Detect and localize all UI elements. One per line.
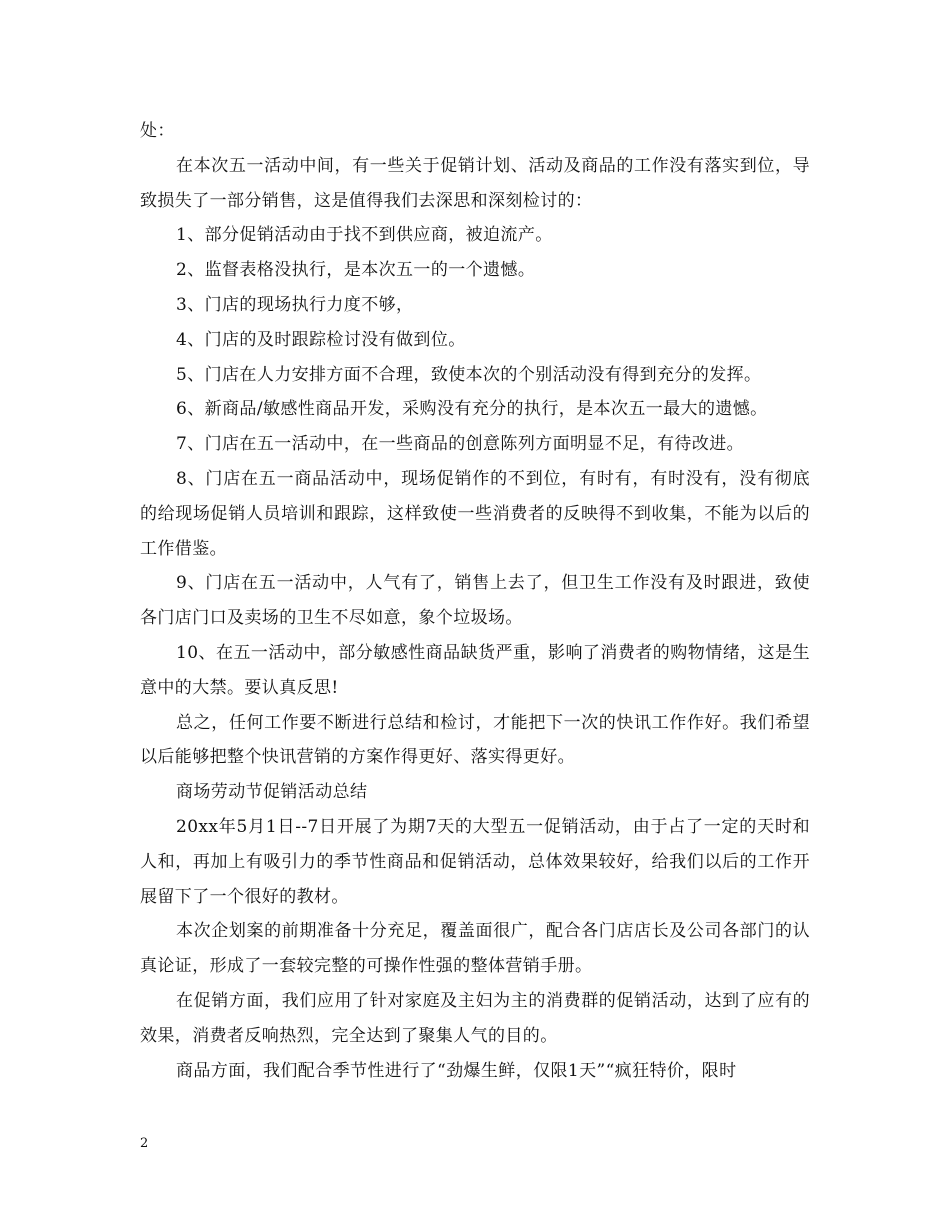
list-item: 9、门店在五一活动中，人气有了，销售上去了，但卫生工作没有及时跟进，致使各门店门口及卖场的卫生不尽如意，象个垃圾场。 [140,573,810,629]
paragraph: 商品方面，我们配合季节性进行了“劲爆生鲜，仅限1天”“疯狂特价，限时 [176,1060,737,1081]
list-item: 10、在五一活动中，部分敏感性商品缺货严重，影响了消费者的购物情绪，这是生意中的大禁。要认真反思! [140,642,810,698]
list-item: 7、门店在五一活动中，在一些商品的创意陈列方面明显不足，有待改进。 [176,434,745,455]
paragraph: 总之，任何工作要不断进行总结和检讨，才能把下一次的快讯工作作好。我们希望以后能够把整个快讯营销的方案作得更好、落实得更好。 [140,712,810,768]
list-item: 4、门店的及时跟踪检讨没有做到位。 [176,329,466,350]
paragraph: 在促销方面，我们应用了针对家庭及主妇为主的消费群的促销活动，达到了应有的效果，消费者反响热烈，完全达到了聚集人气的目的。 [140,990,810,1046]
list-item: 3、门店的现场执行力度不够， [176,294,414,315]
document-body [140,114,810,1088]
list-item: 8、门店在五一商品活动中，现场促销作的不到位，有时有，有时没有，没有彻底的给现场促销人员培训和跟踪，这样致使一些消费者的反映得不到收集，不能为以后的工作借鉴。 [140,468,810,559]
paragraph: 处： [140,121,175,141]
list-item: 5、门店在人力安排方面不合理，致使本次的个别活动没有得到充分的发挥。 [176,364,762,385]
paragraph: 在本次五一活动中间，有一些关于促销计划、活动及商品的工作没有落实到位，导致损失了一部分销售，这是值得我们去深思和深刻检讨的： [140,155,810,211]
section-heading: 商场劳动节促销活动总结 [176,782,368,803]
page-number: 2 [140,1136,149,1151]
paragraph: 本次企划案的前期准备十分充足，覆盖面很广，配合各门店店长及公司各部门的认真论证，形成了一套较完整的可操作性强的整体营销手册。 [140,921,810,977]
list-item: 2、监督表格没执行，是本次五一的一个遗憾。 [176,260,536,281]
paragraph: 20xx年5月1日--7日开展了为期7天的大型五一促销活动，由于占了一定的天时和人和，再加上有吸引力的季节性商品和促销活动，总体效果较好，给我们以后的工作开展留下了一个很好的教材。 [140,816,810,907]
list-item: 6、新商品/敏感性商品开发，采购没有充分的执行，是本次五一最大的遗憾。 [176,399,768,420]
list-item: 1、部分促销活动由于找不到供应商，被迫流产。 [176,225,553,246]
